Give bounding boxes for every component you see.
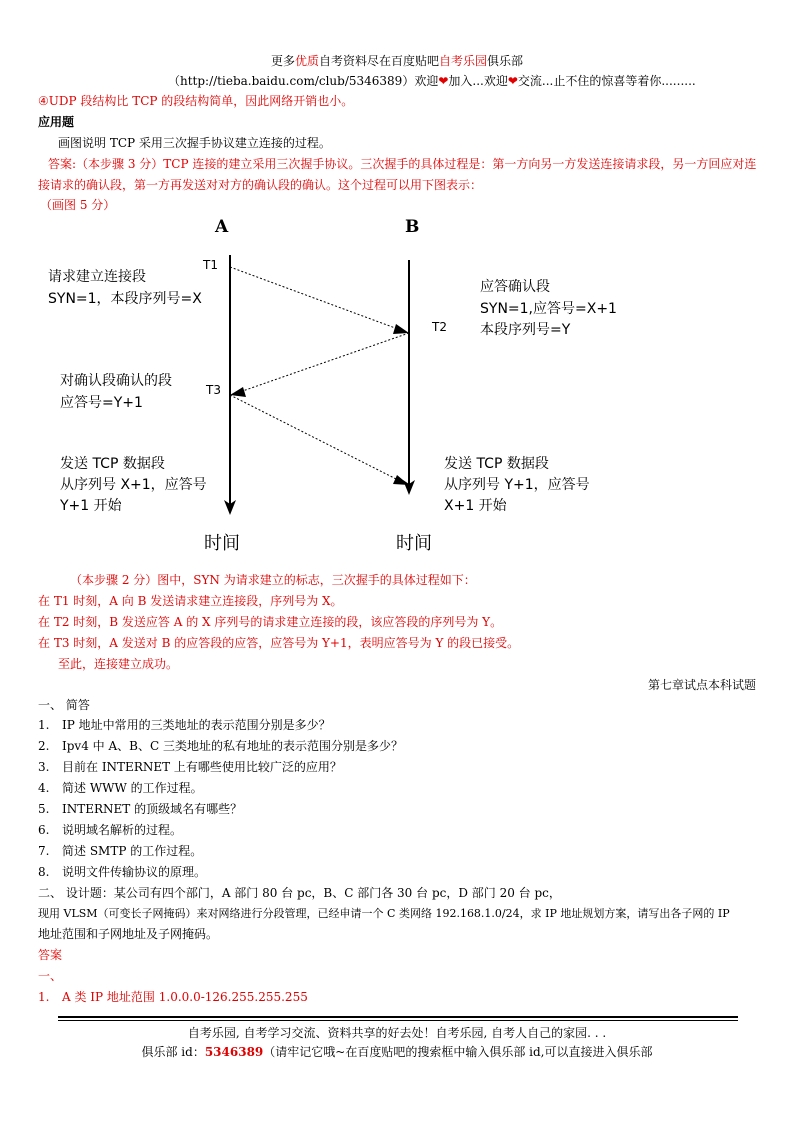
design-question: 二、 设计题：某公司有四个部门，A 部门 80 台 pc，B、C 部门各 30 台 pc，D 部门 20 台 pc， [38,886,561,900]
time-label-a: 时间 [204,533,240,554]
club-id: 5346389 [204,1045,264,1059]
heart-icon: ❤ [438,74,449,88]
design-question: 现用 VLSM（可变长子网掩码）来对网络进行分段管理，已经申请一个 C 类网络 192.168.1.0/24，求 IP 地址规划方案，请写出各子网的 IP [38,907,730,920]
answer-heading: 答案 [38,948,63,962]
answer-item [38,988,308,1005]
list-number: 7. [38,844,50,858]
ack-segment-title: 对确认段确认的段 [60,373,172,389]
footer-line1: 自考乐园, 自考学习交流、资料共享的好去处！自考乐园, 自考人自己的家园. . . [187,1026,607,1040]
list-number: 1. [38,990,50,1004]
list-number: 8. [38,865,50,879]
explanation-conclusion: 至此，连接建立成功。 [58,657,179,671]
page-header-line1 [0,52,794,69]
header-text: 加入...欢迎 [448,74,508,88]
ack-message-line [230,395,406,484]
ack-message-arrowhead [393,475,409,485]
list-item [38,737,403,758]
header-highlight: 自考乐园 [439,54,488,68]
send-data-a: 发送 TCP 数据段 [60,456,165,472]
list-number: 4. [38,781,50,795]
list-item [38,716,403,737]
header-text: 欢迎 [414,74,439,88]
header-url: （http://tieba.baidu.com/club/5346389） [168,74,415,88]
list-item [38,800,403,821]
question-list [38,716,403,884]
list-text: 简述 WWW 的工作过程。 [62,781,203,795]
send-data-b: X+1 开始 [444,498,507,514]
response-segment-title: 应答确认段 [480,279,550,295]
host-a-label: A [215,217,229,237]
section-heading: 应用题 [38,115,75,129]
explanation-step: 在 T3 时刻，A 发送对 B 的应答段的应答，应答号为 Y+1，表明应答号为 Y 的段已接受。 [38,636,520,650]
t3-label: T3 [206,383,221,397]
t1-label: T1 [203,258,218,272]
syn-message-line [230,267,406,332]
header-text: 交流...止不住的惊喜等着你......... [517,74,696,88]
list-item [38,758,403,779]
page-header-line2 [168,72,696,89]
list-item [38,842,403,863]
send-data-b: 发送 TCP 数据段 [444,456,549,472]
t2-label: T2 [432,320,447,334]
synack-message-line [234,333,409,394]
udp-note: ④UDP 段结构比 TCP 的段结构简单，因此网络开销也小。 [38,94,354,108]
time-label-b: 时间 [396,533,432,554]
chapter-title: 第七章试点本科试题 [647,678,756,692]
list-item [38,863,403,884]
header-text: 自考资料尽在百度贴吧 [318,54,439,68]
explanation-intro: （本步骤 2 分）图中，SYN 为请求建立的标志，三次握手的具体过程如下： [70,573,476,587]
send-data-a: 从序列号 X+1，应答号 [60,477,207,493]
footer-line2 [0,1043,794,1060]
send-data-a: Y+1 开始 [60,498,122,514]
list-number: 6. [38,823,50,837]
list-number: 5. [38,802,50,816]
question-text: 画图说明 TCP 采用三次握手协议建立连接的过程。 [58,136,331,150]
request-segment-detail: SYN=1，本段序列号=X [48,291,202,307]
answer-part: 一、 [38,969,63,983]
header-text: 俱乐部 [487,54,524,68]
list-text: IP 地址中常用的三类地址的表示范围分别是多少？ [62,718,331,732]
part-heading: 一、 简答 [38,698,90,712]
response-segment-detail: SYN=1,应答号=X+1 [480,301,617,317]
synack-message-arrowhead [230,387,246,397]
header-text: 更多 [270,54,295,68]
list-text: 简述 SMTP 的工作过程。 [62,844,203,858]
list-number: 2. [38,739,50,753]
list-item [38,779,403,800]
explanation-step: 在 T2 时刻，B 发送应答 A 的 X 序列号的请求建立连接的段，该应答段的序列号为 Y。 [38,615,503,629]
list-text: A 类 IP 地址范围 1.0.0.0-126.255.255.255 [62,990,308,1004]
list-text: 目前在 INTERNET 上有哪些使用比较广泛的应用？ [62,760,342,774]
footer-divider [58,1016,738,1018]
heart-icon: ❤ [507,74,518,88]
footer-text: （请牢记它哦~在百度贴吧的搜索框中输入俱乐部 id,可以直接进入俱乐部 [263,1045,653,1059]
list-text: 说明域名解析的过程。 [62,823,183,837]
list-item [38,821,403,842]
list-number: 3. [38,760,50,774]
design-question: 地址范围和子网地址及子网掩码。 [38,927,219,941]
response-segment-detail: 本段序列号=Y [480,322,571,338]
footer-text: 俱乐部 id： [141,1045,205,1059]
send-data-b: 从序列号 Y+1，应答号 [444,477,590,493]
list-text: 说明文件传输协议的原理。 [62,865,207,879]
answer-text: 答案:（本步骤 3 分）TCP 连接的建立采用三次握手协议。三次握手的具体过程是：第一方向另一方发送连接请求段，另一方回应对连 [48,157,757,171]
list-text: INTERNET 的顶级域名有哪些？ [62,802,243,816]
host-b-label: B [405,217,420,237]
explanation-step: 在 T1 时刻，A 向 B 发送请求建立连接段，序列号为 X。 [38,594,343,608]
list-number: 1. [38,718,50,732]
list-text: Ipv4 中 A、B、C 三类地址的私有地址的表示范围分别是多少？ [62,739,403,753]
answer-text: 接请求的确认段，第一方再发送对对方的确认段的确认。这个过程可以用下图表示： [38,178,483,192]
footer-divider [58,1020,738,1021]
syn-message-arrowhead [393,324,409,334]
answer-text: （画图 5 分） [40,198,116,212]
header-highlight: 优质 [294,54,319,68]
request-segment-title: 请求建立连接段 [48,269,146,285]
ack-segment-detail: 应答号=Y+1 [60,395,143,411]
